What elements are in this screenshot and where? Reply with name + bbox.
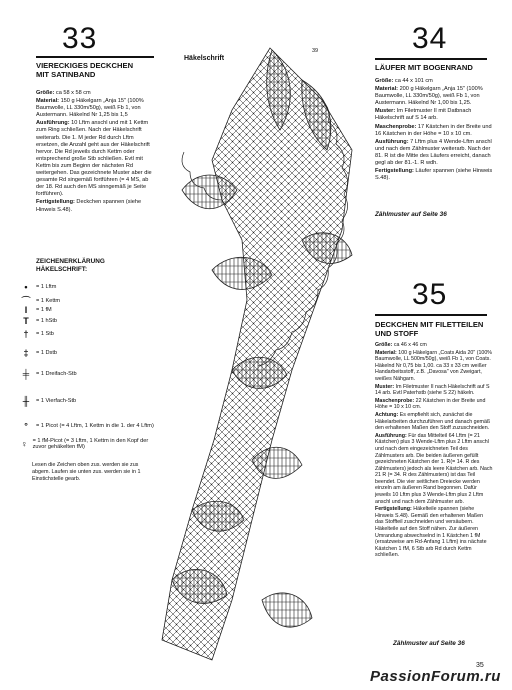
legend-item xyxy=(23,348,154,358)
instruction-text: 10 Lftm anschl und mit 1 Kettm zum Ring schließen. Nach der Häkelschrift weiterarb. Die 1. M jeder Rd durch Lftm ersetzen, die Anzahl geht aus der Häkelschrift hervor. Die Rd jeweils durch Kettm oder entsprechend große Stb schließen. Evtl mit Kettm bis zum Beginn der nächsten Rd weitergehen. Das gezeichnete Muster aber die gesamte Rd singemäß fortführen (= 4 MS, ab der 18. Rd auch den MS sinngemäß je Seite fortführen). xyxy=(36,120,152,198)
legend-text: = 1 fM-Picot (= 3 Lftm, 1 Kettm in den Kopf der zuvor gehäkelten fM) xyxy=(32,438,149,450)
divider-line xyxy=(375,58,487,60)
title-line: DECKCHEN MIT FILETTEILEN xyxy=(375,320,484,329)
instruction-label: Material: xyxy=(375,86,399,93)
instruction-paragraph xyxy=(375,78,493,85)
instruction-text: 100 g Häkelgarn „Coats Aida 20" (100% Baumwolle, LL 500m/50g), weiß Fb 1, von Coats. Häkelnd Nr 0,75 bis 1,00. ca 33 x 33 cm weißer Handarbeitsstoff, z.B. „Davosa" von Zweigart, weißes Nähgarn. xyxy=(375,349,493,382)
instruction-label: Fertigstellung: xyxy=(36,199,75,206)
legend-item xyxy=(24,305,154,315)
instruction-label: Ausführung: xyxy=(375,138,409,145)
instruction-paragraph xyxy=(375,412,493,432)
legend-item xyxy=(22,396,154,406)
legend-text: = 1 fM xyxy=(36,307,52,313)
divider-line xyxy=(375,314,487,316)
pineapple-motif xyxy=(262,593,312,627)
instruction-text: Es empfiehlt sich, zunächst die Häkelarbeiten durchzuführen und danach gemäß den erhaltenen Maßen den Stoff zuzuschneiden. xyxy=(375,411,491,432)
instruction-paragraph xyxy=(375,398,493,411)
legend-item xyxy=(23,316,154,326)
instruction-paragraph xyxy=(36,120,154,198)
instruction-text: 200 g Häkelgarn „Anja 15" (100% Baumwolle, LL 330m/50g), weiß Fb 1, von Austermann. Häkelnd Nr 1,00 bis 1,25. xyxy=(375,86,483,107)
instruction-label: Muster: xyxy=(375,383,395,390)
instructions-33 xyxy=(36,90,154,215)
instruction-paragraph xyxy=(375,86,493,107)
instruction-paragraph xyxy=(375,108,493,122)
instruction-paragraph xyxy=(36,199,154,213)
project-number-34: 34 xyxy=(412,22,448,55)
legend-item xyxy=(24,421,154,431)
legend-item xyxy=(23,329,154,339)
instruction-paragraph xyxy=(375,384,493,397)
stitch-symbol-icon: ° xyxy=(24,421,28,431)
title-line: MIT SATINBAND xyxy=(36,70,96,79)
instruction-text: 17 Kästchen in der Breite und 16 Kästchen in der Höhe = 10 x 10 cm. xyxy=(375,123,492,137)
legend-item xyxy=(24,282,154,292)
instruction-label: Maschenprobe: xyxy=(375,397,415,404)
stitch-symbol-icon: ♀ xyxy=(20,439,28,449)
instruction-paragraph xyxy=(375,506,493,559)
stitch-symbol-icon: † xyxy=(23,329,29,339)
legend-text: = 1 Picot (= 4 Lftm, 1 Kettm in die 1. der 4 Lftm) xyxy=(36,423,154,429)
legend-item xyxy=(20,438,154,450)
instructions-34 xyxy=(375,78,493,183)
chart-reference: Zählmuster auf Seite 36 xyxy=(393,640,465,647)
legend-heading xyxy=(36,258,156,274)
instruction-text: 22 Kästchen in der Breite und Höhe = 10 x 10 cm. xyxy=(375,397,486,411)
stitch-symbol-icon: ‡ xyxy=(23,348,29,358)
instruction-text: ca 46 x 46 cm xyxy=(392,342,427,348)
legend-note: Lesen die Zeichen oben zus. werden sie zus abgem. Laufen sie unten zus. werden sie in 1 Einstichstelle gearb. xyxy=(32,462,141,482)
instruction-label: Fertigstellung: xyxy=(375,506,412,513)
instruction-text: Häkelteile spannen (siehe Hinweis S.48). Gemäß den erhaltenen Maßen das Stoffteil zuschneiden und versäubern. Häkelteile auf den Stoff nähen. Zur äußeren Umrandung abwechselnd in 1 Kästchen 1 fM (ersatzweise am Rd-Anfang 1 Lftm) ins nächste Kästchen 1 fM, 6 Stb arb Rd durch Kettm schließen. xyxy=(375,506,487,559)
instruction-text: Läufer spannen (siehe Hinweis S.48). xyxy=(375,168,493,182)
instruction-label: Maschenprobe: xyxy=(375,123,417,130)
instruction-paragraph xyxy=(375,342,493,349)
row-marker: 39 xyxy=(312,48,319,54)
stitch-symbol-icon: T xyxy=(23,316,29,326)
instruction-text: Deckchen spannen (siehe Hinweis S.48). xyxy=(36,199,142,213)
instructions-35 xyxy=(375,342,493,560)
project-title-35 xyxy=(375,320,500,338)
instruction-label: Größe: xyxy=(375,78,394,84)
stitch-symbol-icon: ╪ xyxy=(22,369,30,379)
instruction-paragraph xyxy=(375,350,493,383)
instruction-label: Größe: xyxy=(36,90,55,96)
project-title-33 xyxy=(36,61,156,79)
chart-label: Häkelschrift xyxy=(184,55,225,62)
instruction-paragraph xyxy=(36,98,154,119)
instruction-text: ca 58 x 58 cm xyxy=(54,90,91,96)
stitch-symbol-icon: Ι xyxy=(24,305,28,315)
instruction-label: Ausführung: xyxy=(36,120,70,127)
instruction-paragraph xyxy=(375,168,493,182)
crochet-chart xyxy=(152,40,362,680)
legend-text: = 1 Dreifach-Stb xyxy=(36,371,77,377)
title-line: UND STOFF xyxy=(375,329,419,338)
title-line: VIERECKIGES DECKCHEN xyxy=(36,61,134,70)
instruction-text: ca 44 x 101 cm xyxy=(393,78,433,84)
legend-item xyxy=(22,369,154,379)
legend-heading-line: ZEICHENERKLÄRUNG xyxy=(36,258,105,265)
instruction-label: Material: xyxy=(36,98,60,105)
instruction-label: Material: xyxy=(375,349,397,356)
watermark: PassionForum.ru xyxy=(370,668,501,685)
instruction-paragraph xyxy=(36,90,154,97)
chart-reference: Zählmuster auf Seite 36 xyxy=(375,211,447,218)
instruction-text: Im Filetmuster II nach Häkelschrift auf S 14 arb. Evtl Paterhstb (siehe S 22) häkeln. xyxy=(375,383,490,397)
stitch-symbol-icon: ⌒ xyxy=(21,296,31,306)
page-number: 35 xyxy=(476,662,484,669)
instruction-text: Für das Mittelteil 64 Lftm (= 21 Kästchen) plus 3 Wende-Lftm plus 2 Lftm anschl und nach dem eingezeichneten Teil des Zählmusters arb. Die beiden äußeren gefüllt gezeichneten Kästchen der 1. R(= 14. R des Zählmusters) jedoch als leere Kästchen arb. Nach 21 R (= 34. R des Zählmusters) ist das Teil beendet. Die vier seitlichen Dreiecke werden einzeln am äußeren Rand begonnen. Dafür jeweils 10 Lftm plus 3 Wende-Lftm plus 2 Lftm anschl und nach dem Zählmuster arb. xyxy=(375,432,493,505)
stitch-symbol-icon: ╫ xyxy=(22,396,30,406)
legend-text: = 1 Vierfach-Stb xyxy=(36,398,77,404)
project-title-34: LÄUFER MIT BOGENRAND xyxy=(375,63,473,72)
divider-line xyxy=(36,56,154,58)
legend-text: = 1 hStb xyxy=(36,318,57,324)
instruction-text: 150 g Häkelgarn „Anja 15" (100% Baumwolle, LL 330m/50g), weiß Fb 1, von Austermann. Häkelnd Nr 1,25 bis 1,5 xyxy=(36,98,144,119)
legend-heading-line: HÄKELSCHRIFT: xyxy=(36,266,88,273)
instruction-text: Im Filetmuster II mit Datbnach Häkelschrift auf S 14 arb. xyxy=(375,108,472,122)
project-number-33: 33 xyxy=(62,22,98,55)
legend-text: = 1 Stb xyxy=(36,331,54,337)
instruction-label: Achtung: xyxy=(375,411,399,418)
instruction-paragraph xyxy=(375,433,493,506)
instruction-label: Ausführung: xyxy=(375,432,407,439)
instruction-label: Größe: xyxy=(375,342,393,348)
legend-text: = 1 Kettm xyxy=(36,297,61,304)
legend-text: = 1 Lftm xyxy=(36,284,57,290)
stitch-symbol-icon: • xyxy=(24,282,28,292)
instruction-paragraph xyxy=(375,124,493,138)
instruction-paragraph xyxy=(375,139,493,167)
legend-text: = 1 Dstb xyxy=(36,350,57,356)
project-number-35: 35 xyxy=(412,278,448,311)
instruction-text: 7 Lftm plus 4 Wende-Lftm anschl und nach dem Zählmuster weiterarb. Nach der 81. R ist die Mitte des Läufers erreicht, danach gegl ab der 81.-1. R wdh. xyxy=(375,138,492,167)
instruction-label: Fertigstellung: xyxy=(375,168,414,175)
instruction-label: Muster: xyxy=(375,108,396,115)
